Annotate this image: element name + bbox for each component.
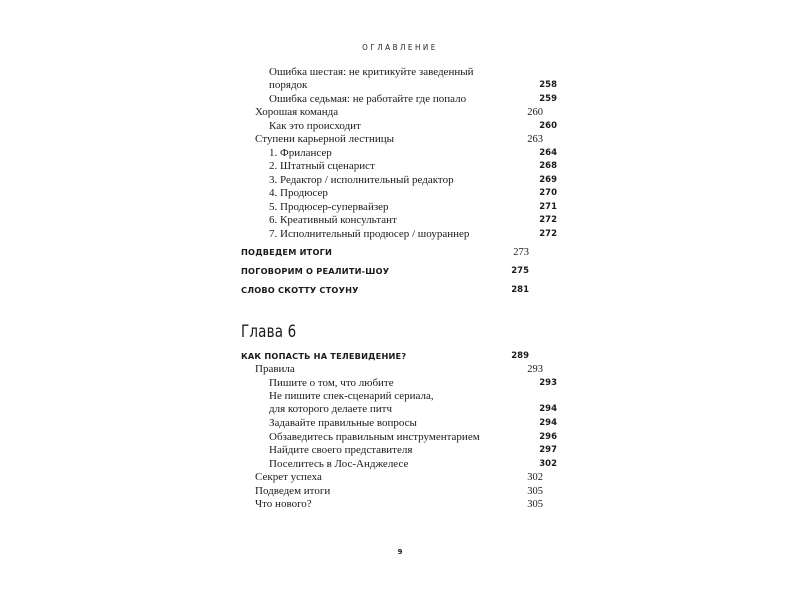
toc-entry-page: 275 (511, 266, 529, 276)
toc-entry (241, 377, 559, 390)
toc-entry (241, 160, 559, 173)
toc-entry-page: 293 (527, 364, 543, 375)
toc-entry-page: 305 (527, 499, 543, 510)
toc-entry (241, 201, 559, 214)
toc-entry-title: 3. Редактор / исполнительный редактор (269, 174, 454, 186)
toc-entry (241, 214, 559, 227)
toc-entry-title: 1. Фрилансер (269, 147, 332, 159)
page-number: 9 (397, 548, 403, 556)
toc-entry (241, 363, 545, 376)
toc-entry-page: 258 (539, 80, 557, 91)
toc-entry-title: Ошибка шестая: не критикуйте заведенный порядок (269, 66, 474, 92)
toc-entry (241, 498, 545, 511)
toc-entry (241, 444, 559, 457)
toc-entry-title: Подведем итоги (255, 485, 331, 497)
toc-entry (241, 431, 559, 444)
toc-entry (241, 133, 545, 146)
toc-entry-title: Пишите о том, что любите (269, 377, 394, 389)
toc-entry-page: 259 (539, 94, 557, 104)
toc-entry-title: Секрет успеха (255, 471, 322, 483)
toc-entry (241, 417, 559, 430)
toc-entry-page: 293 (539, 378, 557, 388)
toc-entry-page: 260 (539, 121, 557, 131)
toc-entry (241, 93, 559, 106)
toc-entry-page: 272 (539, 215, 557, 225)
toc-entry-page: 302 (539, 459, 557, 469)
toc-entry-title: ПОГОВОРИМ О РЕАЛИТИ-ШОУ (241, 266, 390, 276)
toc-entry-page: 305 (527, 486, 543, 497)
toc-entry (241, 390, 559, 417)
toc-entry (241, 265, 531, 278)
toc-entry-title: Обзаведитесь правильным инструментарием (269, 431, 480, 443)
toc-entry-title: ПОДВЕДЕМ ИТОГИ (241, 247, 333, 257)
chapter-title: Глава 6 (241, 322, 297, 342)
toc-entry-page: 264 (539, 148, 557, 158)
toc-entry-page: 260 (527, 107, 543, 118)
toc-entry-title: КАК ПОПАСТЬ НА ТЕЛЕВИДЕНИЕ? (241, 351, 407, 361)
toc-entry-title: Что нового? (255, 498, 312, 510)
toc-entry-page: 294 (539, 404, 557, 415)
toc-entry-page: 281 (511, 285, 529, 295)
toc-entry (241, 485, 545, 498)
toc-entry-page: 294 (539, 418, 557, 428)
toc-entry (241, 246, 531, 259)
running-header: ОГЛАВЛЕНИЕ (362, 43, 438, 52)
toc-entry-page: 268 (539, 161, 557, 171)
toc-entry-page: 273 (513, 247, 529, 258)
toc-entry-title: 7. Исполнительный продюсер / шоураннер (269, 228, 470, 240)
toc-entry-title: Правила (255, 363, 295, 375)
toc-entry-title: Ошибка седьмая: не работайте где попало (269, 93, 467, 105)
toc-entry-title: Не пишите спек-сценарий сериала, для которого делаете питч (269, 390, 434, 416)
toc-entry (241, 458, 559, 471)
toc-entry-page: 302 (527, 472, 543, 483)
toc-entry (241, 471, 545, 484)
toc-entry-page: 263 (527, 134, 543, 145)
toc-entry-title: Ступени карьерной лестницы (255, 133, 395, 145)
toc-entry-page: 289 (511, 351, 529, 361)
toc-entry (241, 228, 559, 241)
toc-entry-page: 297 (539, 445, 557, 455)
toc-entry (241, 106, 545, 119)
toc-entry (241, 120, 559, 133)
toc-entry-title: 2. Штатный сценарист (269, 160, 375, 172)
toc-entry-page: 271 (539, 202, 557, 212)
toc-entry-title: Найдите своего представителя (269, 444, 413, 456)
toc-entry-title: 6. Креативный консультант (269, 214, 397, 226)
toc-entry-page: 272 (539, 229, 557, 239)
toc-entry-title: 4. Продюсер (269, 187, 328, 199)
toc-entry-title: СЛОВО СКОТТУ СТОУНУ (241, 285, 359, 295)
toc-entry (241, 284, 531, 297)
toc-entry-page: 296 (539, 432, 557, 442)
toc-entry-title: 5. Продюсер-супервайзер (269, 201, 389, 213)
toc-entry (241, 187, 559, 200)
toc-entry (241, 350, 531, 363)
toc-entry-title: Как это происходит (269, 120, 361, 132)
toc-entry-page: 269 (539, 175, 557, 185)
toc-entry (241, 174, 559, 187)
toc-entry-title: Хорошая команда (255, 106, 339, 118)
toc-entry (241, 147, 559, 160)
toc-entry-title: Задавайте правильные вопросы (269, 417, 417, 429)
toc-entry-page: 270 (539, 188, 557, 198)
toc-entry (241, 66, 559, 93)
toc-entry-title: Поселитесь в Лос-Анджелесе (269, 458, 409, 470)
